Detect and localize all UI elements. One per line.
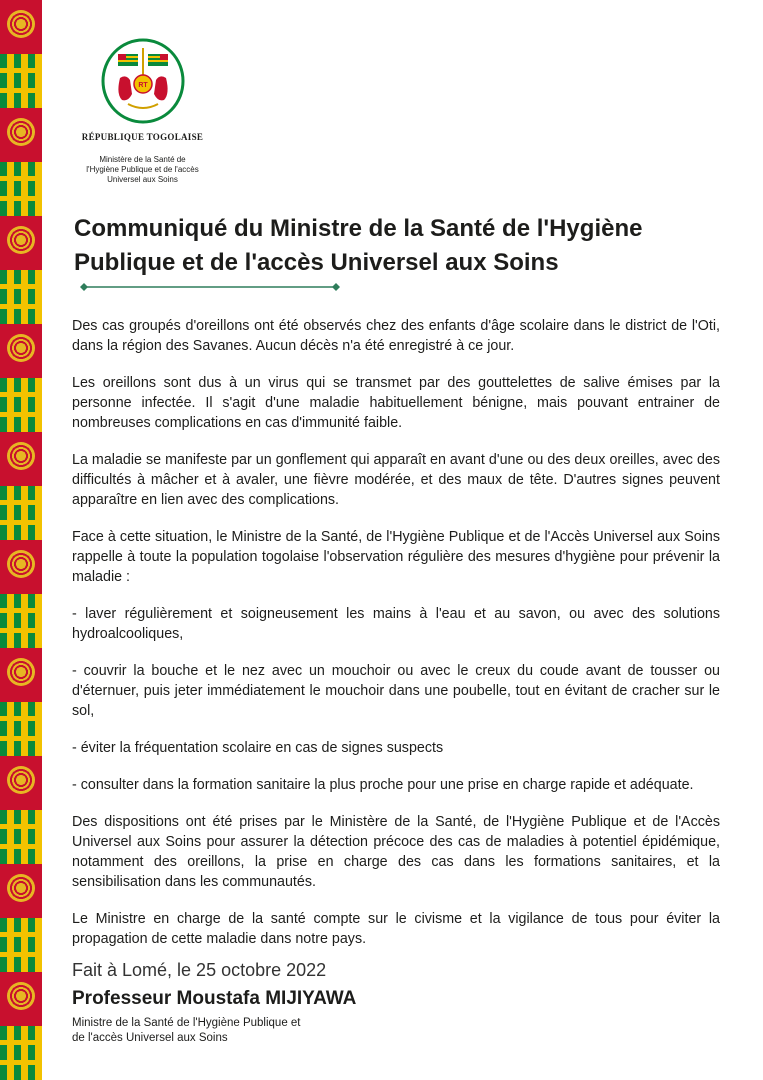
sun-pattern-icon — [0, 756, 42, 810]
sun-pattern-icon — [0, 540, 42, 594]
flag-stripe-pattern — [0, 702, 42, 756]
flag-stripe-pattern — [0, 162, 42, 216]
flag-stripe-pattern — [0, 594, 42, 648]
body-paragraph: Les oreillons sont dus à un virus qui se transmet par des gouttelettes de salive émises par la personne infectée. Il s'agit d'une maladie habituellement bénigne, mais pouvant entrainer de nombreuses complications en cas d'immunité faible. — [72, 375, 720, 431]
togo-coat-of-arms-icon — [100, 38, 186, 124]
document-title — [74, 212, 734, 280]
title-divider — [80, 283, 340, 291]
bullet-item: - laver régulièrement et soigneusement les mains à l'eau et au savon, ou avec des solutions hydroalcooliques, — [72, 606, 720, 642]
body-paragraph: Le Ministre en charge de la santé compte sur le civisme et la vigilance de tous pour éviter la propagation de cette maladie dans notre pays. — [72, 911, 720, 947]
republic-heading: RÉPUBLIQUE TOGOLAISE — [81, 132, 204, 142]
sun-pattern-icon — [0, 432, 42, 486]
flag-stripe-pattern — [0, 270, 42, 324]
flag-stripe-pattern — [0, 54, 42, 108]
bullet-item: - éviter la fréquentation scolaire en cas de signes suspects — [72, 740, 444, 756]
sun-pattern-icon — [0, 216, 42, 270]
bullet-item: - couvrir la bouche et le nez avec un mouchoir ou avec le creux du coude avant de tousser ou d'éternuer, puis jeter immédiatement le mouchoir dans une poubelle, tout en évitant de cracher sur le sol, — [72, 663, 720, 719]
body-paragraph: La maladie se manifeste par un gonflement qui apparaît en avant d'une ou des deux oreilles, avec des difficultés à mâcher et à avaler, une fièvre modérée, et des maux de tête. D'autres signes peuvent apparaître en lien avec des complications. — [72, 452, 720, 508]
body-paragraph: Face à cette situation, le Ministre de la Santé, de l'Hygiène Publique et de l'Accès Universel aux Soins rappelle à toute la population togolaise l'observation régulière des mesures d'hygiène pour prévenir la maladie : — [72, 529, 720, 585]
signatory-name: Professeur Moustafa MIJIYAWA — [72, 988, 357, 1009]
ministry-line: Universel aux Soins — [107, 175, 178, 184]
signatory-title-line: de l'accès Universel aux Soins — [72, 1032, 228, 1044]
title-line: Publique et de l'accès Universel aux Soins — [74, 249, 559, 276]
communique-body — [72, 316, 720, 966]
title-line: Communiqué du Ministre de la Santé de l'Hygiène — [74, 215, 643, 242]
ministry-name-block — [60, 155, 225, 185]
sun-pattern-icon — [0, 864, 42, 918]
flag-stripe-pattern — [0, 810, 42, 864]
flag-stripe-pattern — [0, 1026, 42, 1080]
bullet-item: - consulter dans la formation sanitaire la plus proche pour une prise en charge rapide et adéquate. — [72, 777, 694, 793]
signatory-title — [72, 1016, 301, 1046]
flag-stripe-pattern — [0, 486, 42, 540]
decorative-left-border — [0, 0, 42, 1080]
sun-pattern-icon — [0, 108, 42, 162]
ministry-line: l'Hygiène Publique et de l'accès — [86, 165, 199, 174]
svg-text:RT: RT — [138, 82, 148, 89]
signatory-title-line: Ministre de la Santé de l'Hygiène Publique et — [72, 1017, 301, 1029]
sun-pattern-icon — [0, 972, 42, 1026]
body-paragraph: Des dispositions ont été prises par le Ministère de la Santé, de l'Hygiène Publique et de l'Accès Universel aux Soins pour assurer la détection précoce des cas de maladies à potentiel épidémique, notamment des oreillons, la prise en charge des cas dans les formations sanitaires, et la sensibilisation dans les communautés. — [72, 814, 720, 890]
ministry-line: Ministère de la Santé de — [99, 155, 186, 164]
sun-pattern-icon — [0, 324, 42, 378]
body-paragraph: Des cas groupés d'oreillons ont été observés chez des enfants d'âge scolaire dans le district de l'Oti, dans la région des Savanes. Aucun décès n'a été enregistré à ce jour. — [72, 318, 720, 354]
flag-stripe-pattern — [0, 918, 42, 972]
flag-stripe-pattern — [0, 378, 42, 432]
sun-pattern-icon — [0, 648, 42, 702]
signature-date: Fait à Lomé, le 25 octobre 2022 — [72, 960, 327, 980]
sun-pattern-icon — [0, 0, 42, 54]
